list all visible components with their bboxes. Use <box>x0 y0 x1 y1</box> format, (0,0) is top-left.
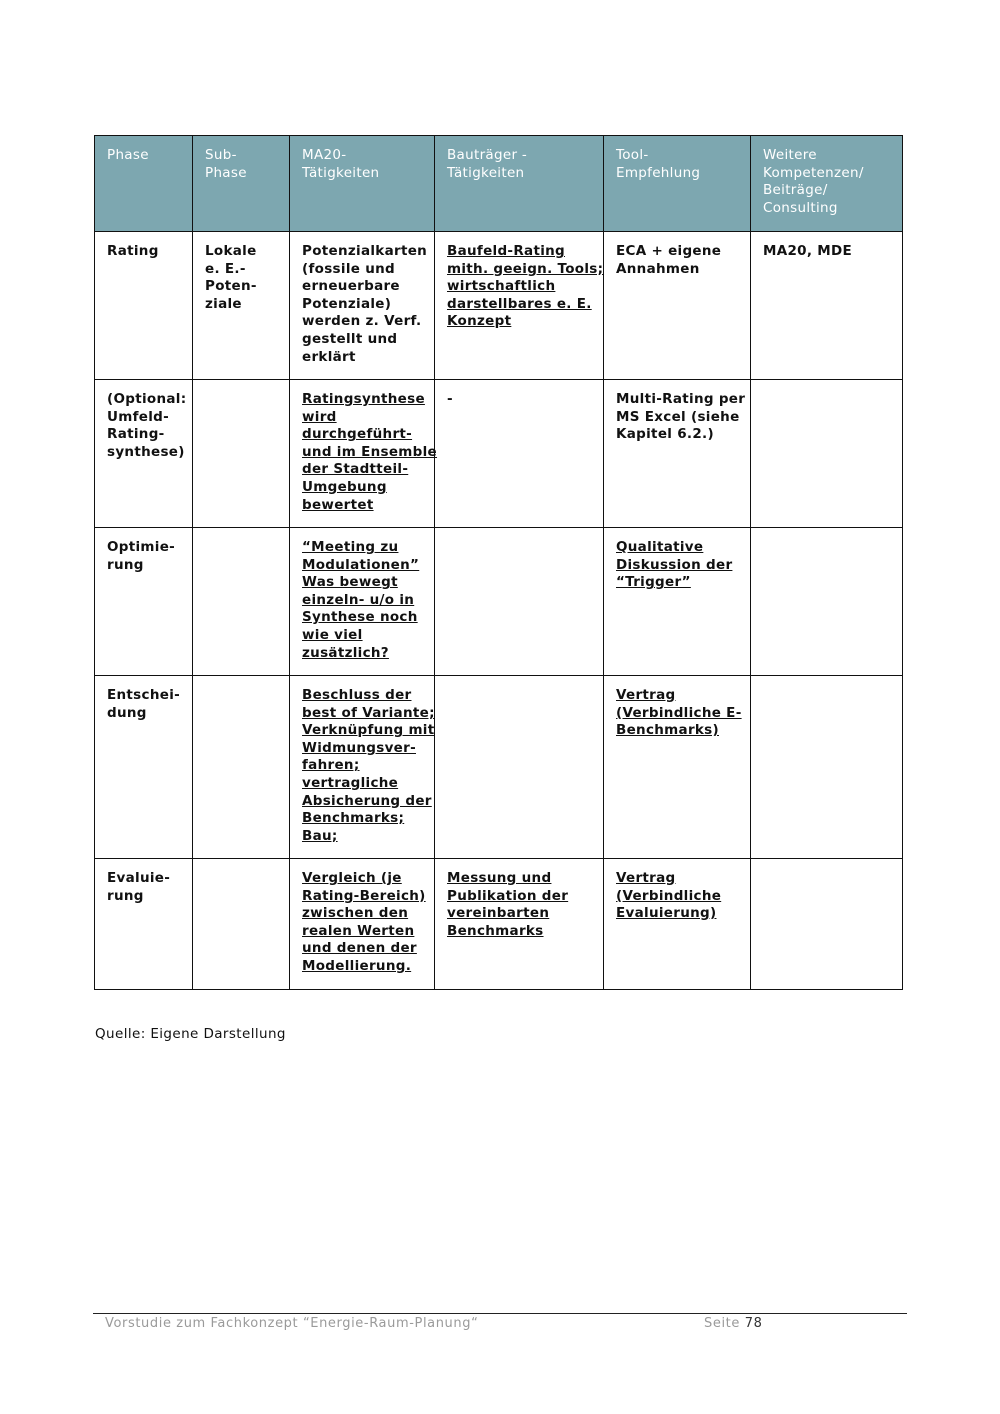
cell-developer <box>435 380 604 528</box>
cell-text-line: Publikation der <box>447 887 569 904</box>
cell-text-line: Ratingsynthese <box>302 391 425 407</box>
cell-ma20 <box>290 859 435 990</box>
header-line: Sub- <box>205 147 237 163</box>
cell-phase <box>95 859 193 990</box>
cell-text-line: Beschluss der <box>302 687 412 703</box>
table-header-row <box>95 136 903 232</box>
cell-text-line: wirtschaftlich <box>447 278 556 295</box>
cell-text-line: Multi-Rating per <box>616 391 746 407</box>
cell-further <box>751 380 903 528</box>
cell-text-line: (fossile und <box>302 260 395 277</box>
cell-text-line: Messung und <box>447 870 552 886</box>
cell-text-line: mith. geeign. Tools; <box>447 260 604 277</box>
cell-text-line: ziale <box>205 295 242 312</box>
cell-tool <box>604 859 751 990</box>
cell-sub-phase <box>193 859 290 990</box>
header-line: Tätigkeiten <box>447 164 525 181</box>
cell-phase <box>95 380 193 528</box>
cell-text-line: einzeln- u/o in <box>302 591 415 608</box>
cell-text-line: Absicherung der <box>302 792 432 809</box>
cell-further <box>751 676 903 859</box>
cell-text-line: (Verbindliche <box>616 887 722 904</box>
cell-text-line: Bau; <box>302 827 338 844</box>
cell-text-line: Qualitative <box>616 539 704 555</box>
cell-text-line: der Stadtteil- <box>302 461 409 478</box>
cell-text-line: e. E.- <box>205 260 246 277</box>
source-note: Quelle: Eigene Darstellung <box>95 1026 286 1042</box>
cell-text-line: Poten- <box>205 278 257 295</box>
header-line: Tätigkeiten <box>302 164 380 181</box>
cell-text-line: (Optional: <box>107 391 187 407</box>
table-row <box>95 676 903 859</box>
cell-text-line: Umfeld- <box>107 408 170 425</box>
footer-page-indicator <box>704 1316 762 1331</box>
header-line: Empfehlung <box>616 164 701 181</box>
cell-tool <box>604 676 751 859</box>
cell-text-line: durchgeführt- <box>302 426 413 443</box>
cell-text-line: Modellierung. <box>302 957 412 974</box>
cell-text-line: Konzept <box>447 313 512 330</box>
cell-phase <box>95 676 193 859</box>
cell-text-line: MA20, MDE <box>763 243 853 259</box>
cell-sub-phase <box>193 380 290 528</box>
cell-tool <box>604 528 751 676</box>
cell-text-line: bewertet <box>302 496 374 513</box>
cell-developer <box>435 676 604 859</box>
cell-text-line: zusätzlich? <box>302 644 389 661</box>
cell-text-line: Vertrag <box>616 870 676 886</box>
cell-text-line: - <box>447 391 453 407</box>
table-row <box>95 859 903 990</box>
cell-text-line: synthese) <box>107 443 185 460</box>
cell-tool <box>604 232 751 380</box>
cell-text-line: Potenziale) <box>302 295 392 312</box>
cell-further <box>751 859 903 990</box>
cell-text-line: Vertrag <box>616 687 676 703</box>
cell-text-line: vereinbarten <box>447 905 550 922</box>
header-line: Consulting <box>763 199 838 216</box>
cell-text-line: erklärt <box>302 348 356 365</box>
header-line: Kompetenzen/ <box>763 164 864 181</box>
cell-text-line: Benchmarks <box>447 922 544 939</box>
cell-developer <box>435 232 604 380</box>
cell-text-line: Lokale <box>205 243 257 259</box>
cell-further <box>751 528 903 676</box>
cell-text-line: vertragliche <box>302 774 399 791</box>
header-ma20-activities <box>290 136 435 232</box>
cell-text-line: best of Variante; <box>302 704 435 721</box>
cell-text-line: Synthese noch <box>302 609 418 626</box>
cell-ma20 <box>290 232 435 380</box>
cell-text-line: Evaluierung) <box>616 905 717 922</box>
cell-text-line: Rating-Bereich) <box>302 887 426 904</box>
cell-text-line: MS Excel (siehe <box>616 408 740 425</box>
header-developer-activities <box>435 136 604 232</box>
cell-text-line: Diskussion der <box>616 556 733 573</box>
phases-table <box>94 135 903 990</box>
header-line: Phase <box>107 147 149 163</box>
cell-sub-phase <box>193 676 290 859</box>
header-line: Phase <box>205 164 247 181</box>
footer-page-number: 78 <box>744 1316 763 1331</box>
cell-text-line: (Verbindliche E- <box>616 704 742 721</box>
cell-text-line: Potenzialkarten <box>302 243 428 259</box>
cell-text-line: Benchmarks; <box>302 810 405 827</box>
cell-text-line: zwischen den <box>302 905 409 922</box>
header-line: Tool- <box>616 147 649 163</box>
footer-page-label: Seite <box>704 1316 740 1331</box>
cell-phase <box>95 232 193 380</box>
header-tool-recommendation <box>604 136 751 232</box>
cell-tool <box>604 380 751 528</box>
header-line: Bauträger - <box>447 147 528 163</box>
cell-developer <box>435 859 604 990</box>
cell-text-line: wie viel <box>302 626 363 643</box>
cell-text-line: dung <box>107 704 147 721</box>
cell-text-line: Baufeld-Rating <box>447 243 565 259</box>
cell-text-line: Rating- <box>107 426 165 443</box>
footer-document-title: Vorstudie zum Fachkonzept “Energie-Raum-Planung“ <box>105 1316 479 1331</box>
cell-text-line: Kapitel 6.2.) <box>616 426 714 443</box>
header-sub-phase <box>193 136 290 232</box>
table-body <box>95 232 903 990</box>
cell-text-line: realen Werten <box>302 922 415 939</box>
cell-text-line: werden z. Verf. <box>302 313 422 330</box>
cell-text-line: Widmungsver- <box>302 739 416 756</box>
cell-text-line: Verknüpfung mit <box>302 722 435 739</box>
cell-text-line: Rating <box>107 243 159 259</box>
footer-divider <box>93 1313 907 1314</box>
cell-text-line: ECA + eigene <box>616 243 722 259</box>
cell-ma20 <box>290 676 435 859</box>
cell-text-line: wird <box>302 408 337 425</box>
cell-text-line: und denen der <box>302 940 417 957</box>
cell-developer <box>435 528 604 676</box>
header-further-competences <box>751 136 903 232</box>
cell-phase <box>95 528 193 676</box>
cell-ma20 <box>290 380 438 528</box>
cell-text-line: Optimie- <box>107 539 176 555</box>
table-row <box>95 232 903 380</box>
cell-text-line: erneuerbare <box>302 278 400 295</box>
table-row <box>95 380 903 528</box>
cell-text-line: “Meeting zu <box>302 539 399 555</box>
cell-text-line: fahren; <box>302 757 360 774</box>
cell-sub-phase <box>193 528 290 676</box>
cell-ma20 <box>290 528 435 676</box>
cell-text-line: Evaluie- <box>107 870 171 886</box>
table-row <box>95 528 903 676</box>
cell-text-line: darstellbares e. E. <box>447 295 592 312</box>
header-phase <box>95 136 193 232</box>
cell-text-line: Was bewegt <box>302 574 398 591</box>
header-line: Beiträge/ <box>763 182 828 199</box>
cell-text-line: Annahmen <box>616 260 700 277</box>
cell-text-line: Benchmarks) <box>616 722 719 739</box>
cell-text-line: Modulationen” <box>302 556 420 573</box>
cell-text-line: Umgebung <box>302 478 387 495</box>
cell-text-line: gestellt und <box>302 330 398 347</box>
cell-text-line: und im Ensemble <box>302 443 438 460</box>
header-line: Weitere <box>763 147 817 163</box>
cell-text-line: Vergleich (je <box>302 870 402 886</box>
cell-text-line: Entschei- <box>107 687 181 703</box>
cell-text-line: rung <box>107 887 144 904</box>
cell-text-line: rung <box>107 556 144 573</box>
header-line: MA20- <box>302 147 347 163</box>
cell-further <box>751 232 903 380</box>
cell-text-line: “Trigger” <box>616 574 691 591</box>
cell-sub-phase <box>193 232 290 380</box>
